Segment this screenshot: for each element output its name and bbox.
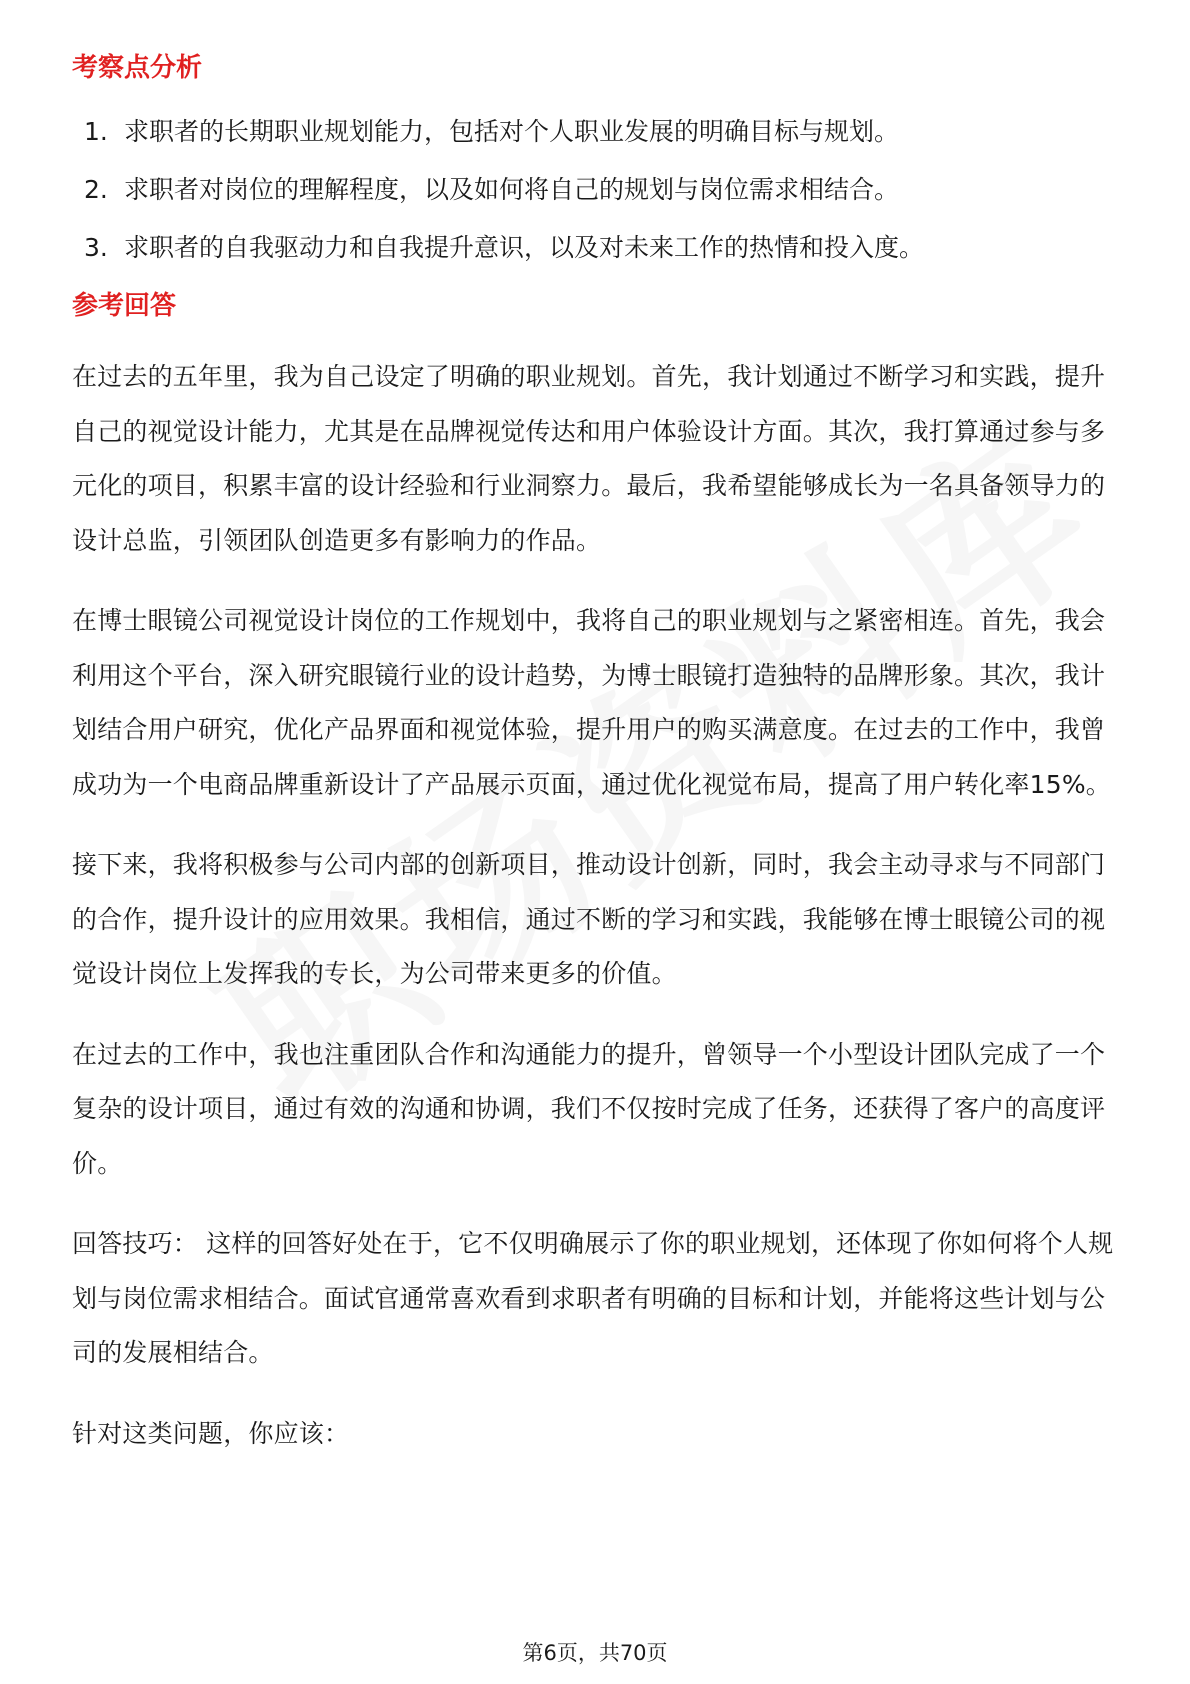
answer-paragraph: 在博士眼镜公司视觉设计岗位的工作规划中，我将自己的职业规划与之紧密相连。首先，我会利用这个平台，深入研究眼镜行业的设计趋势，为博士眼镜打造独特的品牌形象。其次，我计划结合用户研究，优化产品界面和视觉体验，提升用户的购买满意度。在过去的工作中，我曾成功为一个电商品牌重新设计了产品展示页面，通过优化视觉布局，提高了用户转化率15%。	[72, 606, 1111, 799]
list-item	[72, 114, 1122, 150]
tips-paragraph: 回答技巧： 这样的回答好处在于，它不仅明确展示了你的职业规划，还体现了你如何将个人规划与岗位需求相结合。面试官通常喜欢看到求职者有明确的目标和计划，并能将这些计划与公司的发展相结合。	[72, 1229, 1114, 1367]
page-footer: 第6页，共70页	[522, 1641, 668, 1665]
list-item-text: 求职者的长期职业规划能力，包括对个人职业发展的明确目标与规划。	[124, 117, 900, 146]
list-item	[72, 172, 1122, 208]
closing-paragraph: 针对这类问题，你应该：	[72, 1418, 350, 1448]
page-content	[72, 50, 1122, 1461]
list-item-number: 3.	[84, 233, 108, 262]
analysis-list	[72, 114, 1122, 266]
answer-paragraph: 接下来，我将积极参与公司内部的创新项目，推动设计创新，同时，我会主动寻求与不同部门的合作，提升设计的应用效果。我相信，通过不断的学习和实践，我能够在博士眼镜公司的视觉设计岗位上发挥我的专长，为公司带来更多的价值。	[72, 850, 1106, 988]
analysis-heading: 考察点分析	[72, 53, 203, 83]
list-item-number: 1.	[84, 117, 108, 146]
answer-paragraph: 在过去的工作中，我也注重团队合作和沟通能力的提升，曾领导一个小型设计团队完成了一个复杂的设计项目，通过有效的沟通和协调，我们不仅按时完成了任务，还获得了客户的高度评价。	[72, 1039, 1106, 1178]
reference-heading: 参考回答	[72, 291, 177, 321]
list-item	[72, 230, 1122, 266]
list-item-number: 2.	[84, 175, 108, 204]
answer-paragraph: 在过去的五年里，我为自己设定了明确的职业规划。首先，我计划通过不断学习和实践，提升自己的视觉设计能力，尤其是在品牌视觉传达和用户体验设计方面。其次，我打算通过参与多元化的项目，积累丰富的设计经验和行业洞察力。最后，我希望能够成长为一名具备领导力的设计总监，引领团队创造更多有影响力的作品。	[72, 362, 1106, 555]
list-item-text: 求职者的自我驱动力和自我提升意识，以及对未来工作的热情和投入度。	[124, 233, 925, 262]
list-item-text: 求职者对岗位的理解程度，以及如何将自己的规划与岗位需求相结合。	[124, 175, 900, 204]
